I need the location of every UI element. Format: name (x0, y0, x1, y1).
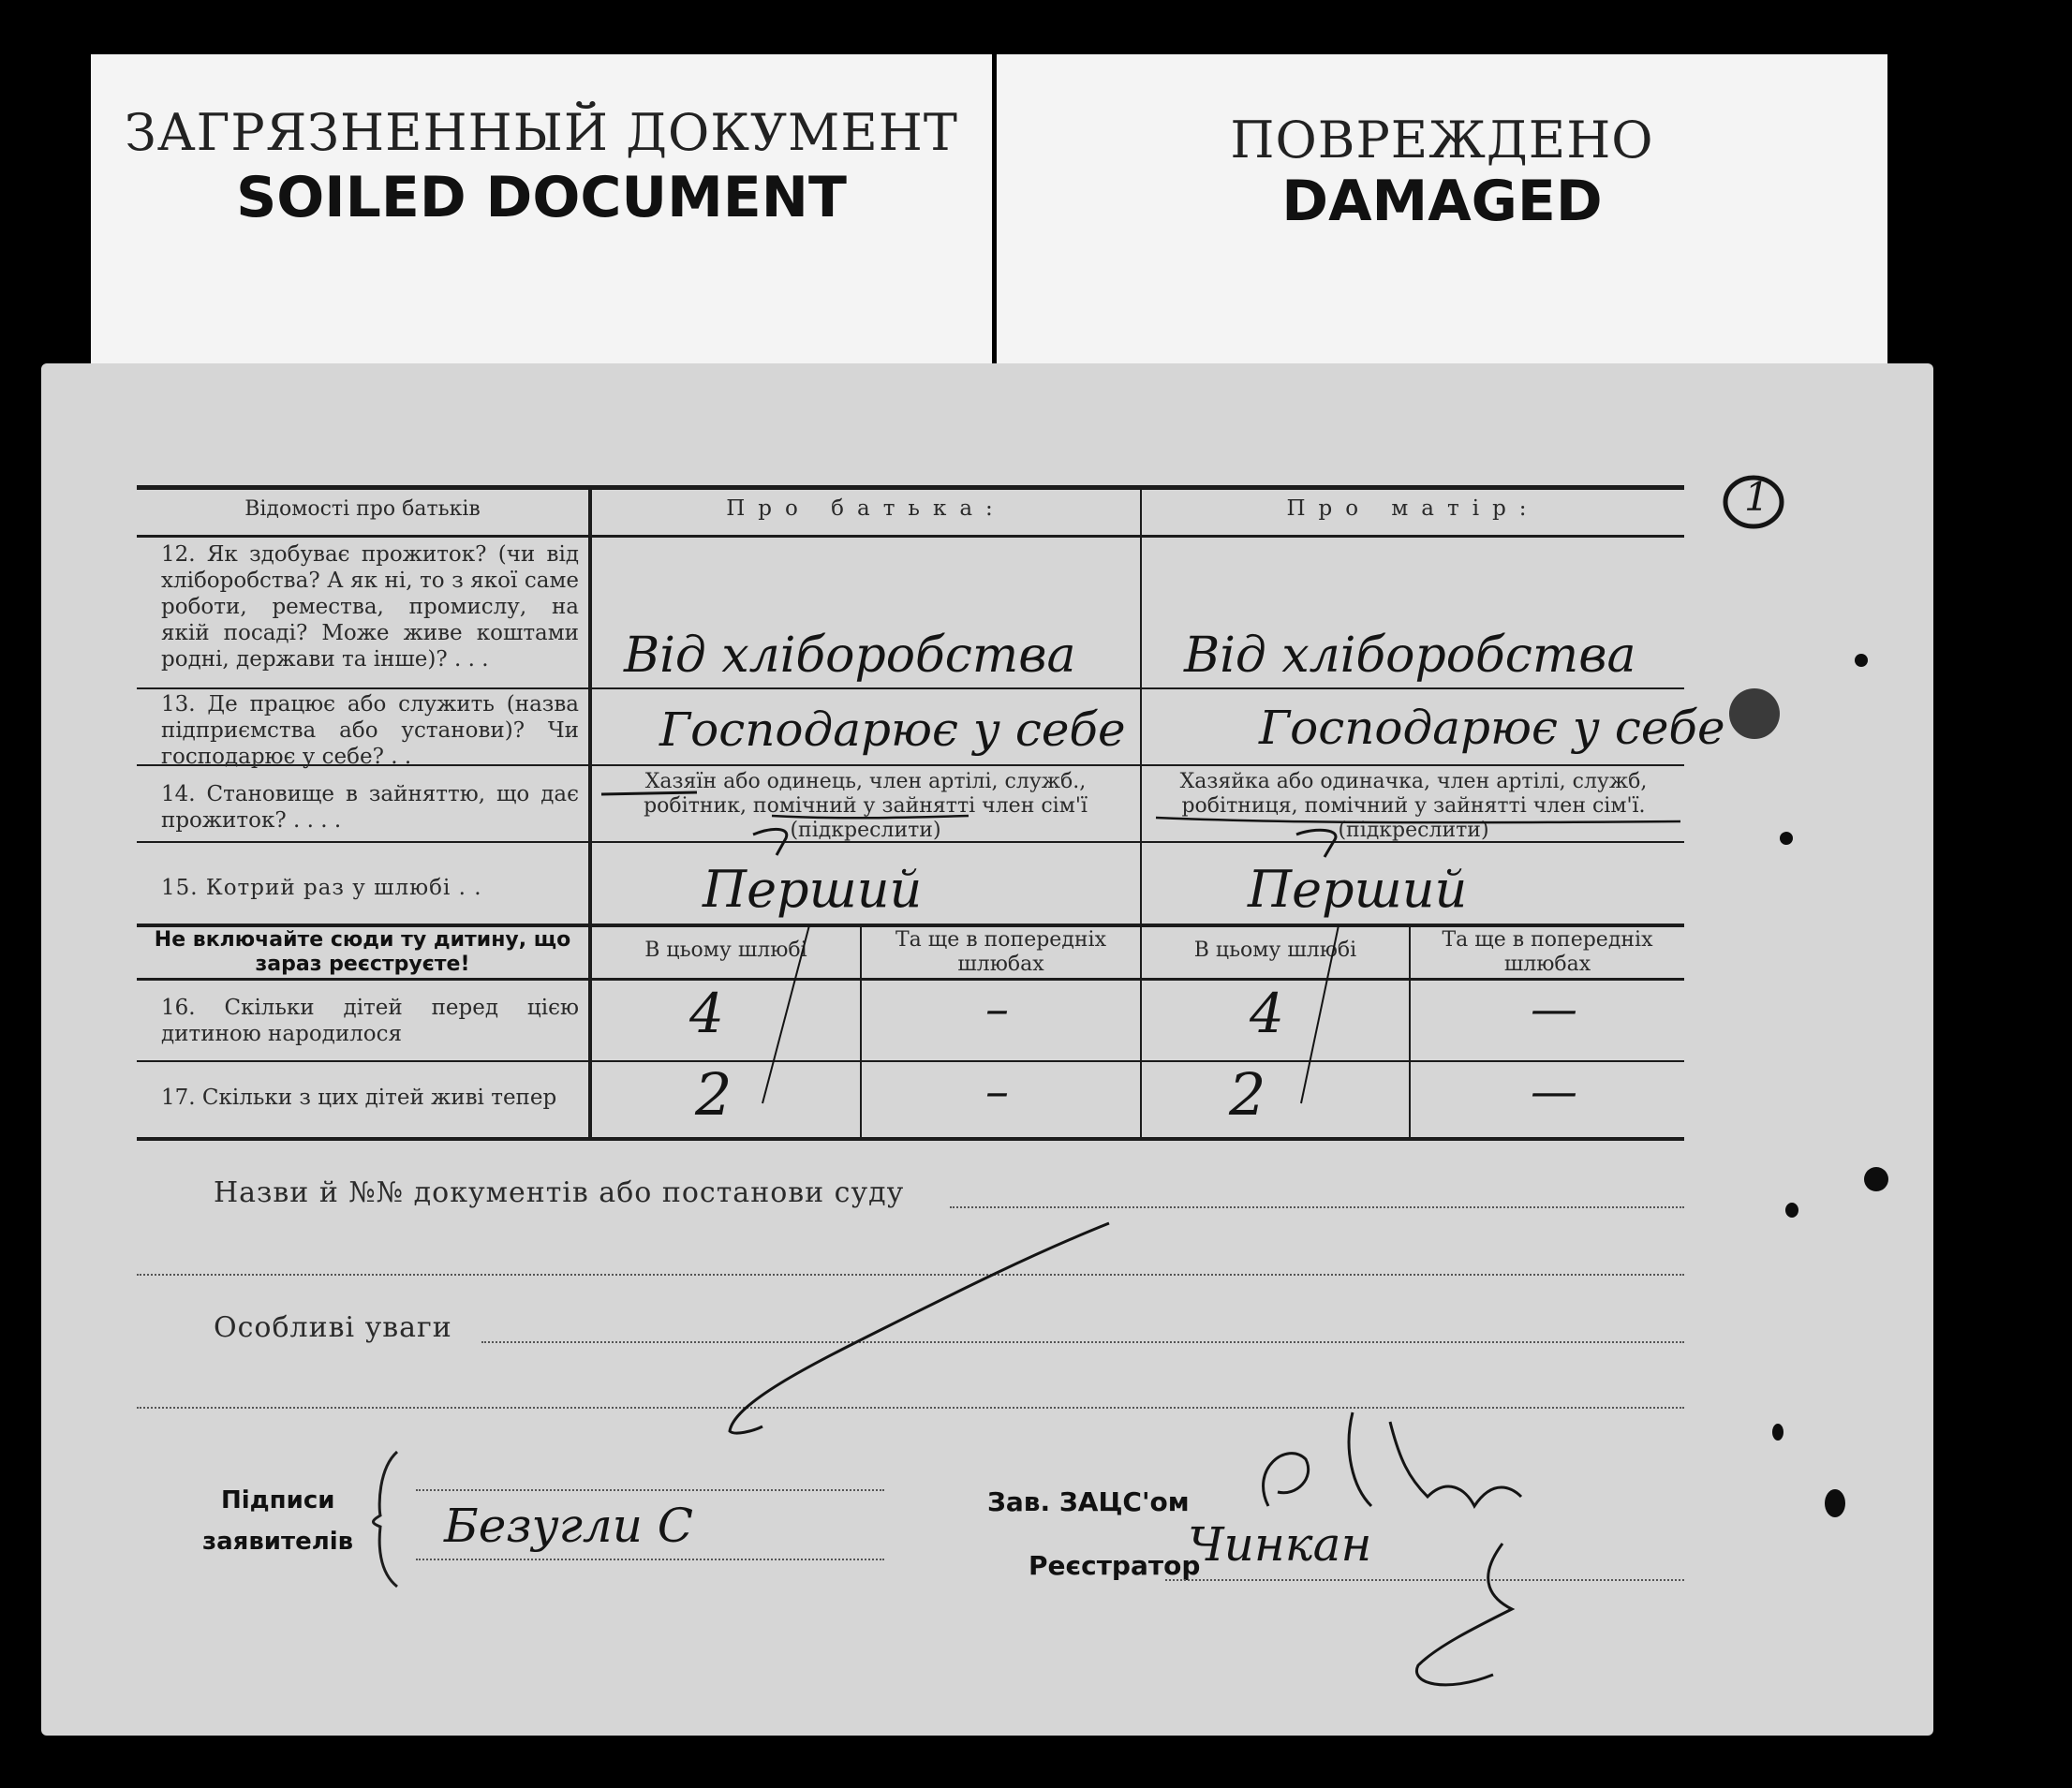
row12-label: 12. Як здобуває прожиток? (чи від хліборобства? А як ні, то з якої саме роботи, ремества, промислу, на якій посаді? Може живе коштами родні, держави та інше)? . . . (161, 542, 579, 672)
row17-mother-this: 2 (1229, 1060, 1266, 1129)
subhead-father-prev: Та ще в попередніх шлюбах (895, 928, 1106, 976)
row14-father-options: Хазяїн або одинець, член артілі, служб., робітник, помічний у зайнятті член сім'ї (644, 770, 1088, 818)
row13-mother-handwriting: Господарює у себе (1259, 701, 1725, 755)
row14-label: 14. Становище в зайняттю, що дає прожиток? . . . . (161, 782, 579, 833)
head-signature-scribble (1212, 1403, 1606, 1712)
soiled-label-en: SOILED DOCUMENT (236, 165, 847, 230)
applicants-brace (369, 1450, 407, 1590)
page-number: 1 (1744, 474, 1769, 520)
soiled-document-sticker (91, 54, 992, 373)
row17-mother-prev: — (1531, 1064, 1577, 1118)
row15-rule (137, 924, 1684, 927)
soiled-label-ru: ЗАГРЯЗНЕННЫЙ ДОКУМЕНТ (125, 103, 958, 162)
documents-label: Назви й №№ документів або постанови суду (214, 1176, 905, 1209)
punch-hole (1729, 688, 1780, 739)
row12-mother-handwriting: Від хліборобства (1184, 628, 1636, 684)
header-father: Про батька: (726, 496, 1006, 521)
row13-father-handwriting: Господарює у себе (659, 702, 1126, 757)
subhead-note: Не включайте сюди ту дитину, що зараз реєструєте! (154, 928, 571, 976)
diagonal-pen-stroke-mother (1287, 925, 1362, 1113)
applicants-label-2: заявителів (202, 1528, 354, 1556)
row17-father-this: 2 (695, 1060, 733, 1129)
row16-mother-this: 4 (1250, 982, 1284, 1045)
row17-label: 17. Скільки з цих дітей живі тепер (161, 1086, 557, 1110)
row16-mother-prev: — (1531, 982, 1577, 1036)
table-bottom-rule (137, 1137, 1684, 1141)
damaged-label-ru: ПОВРЕЖДЕНО (1230, 111, 1654, 170)
header-info: Відомості про батьків (244, 497, 481, 521)
damaged-sticker (997, 54, 1887, 373)
row14-mother-options: Хазяйка або одиначка, член артілі, служб, робітниця, помічний у зайнятті член сім'ї. (1179, 770, 1648, 818)
subhead-rule (137, 978, 1684, 981)
row15-mother-handwriting: Перший (1248, 860, 1468, 919)
cancel-stroke (678, 1216, 1128, 1441)
row15-label: 15. Котрий раз у шлюбі . . (161, 876, 482, 900)
punch-speck (1825, 1489, 1845, 1517)
col-divider-1 (588, 485, 592, 1141)
row16-father-prev: – (985, 982, 1009, 1036)
punch-speck (1864, 1167, 1888, 1191)
punch-speck (1855, 654, 1868, 667)
row16-label: 16. Скільки дітей перед цією дитиною народилося (161, 996, 579, 1046)
row14-mother-hint: (підкреслити) (1338, 819, 1489, 842)
table-top-rule (137, 485, 1684, 490)
applicant-sign-line-2 (416, 1559, 884, 1560)
documents-dotted-line (950, 1206, 1684, 1208)
head-of-registry-label: Зав. ЗАЦС'ом (987, 1486, 1190, 1517)
damaged-label-en: DAMAGED (1281, 169, 1603, 234)
subhead-mother-prev: Та ще в попередніх шлюбах (1442, 928, 1653, 976)
punch-speck (1785, 1203, 1798, 1218)
row13-label: 13. Де працює або служить (назва підприємства або установи)? Чи господарює у себе? . . (161, 692, 579, 769)
subhead-father-this: В цьому шлюбі (644, 938, 807, 962)
row12-rule (137, 687, 1684, 689)
option-underline-marks (594, 790, 1690, 883)
punch-speck (1780, 832, 1793, 845)
row15-father-handwriting: Перший (703, 860, 923, 919)
row16-father-this: 4 (689, 982, 724, 1045)
row17-father-prev: – (985, 1064, 1009, 1118)
row12-father-handwriting: Від хліборобства (624, 628, 1076, 684)
applicant-sign-line-1 (416, 1489, 884, 1491)
applicants-label-1: Підписи (221, 1486, 335, 1515)
notes-label: Особливі уваги (214, 1311, 452, 1344)
punch-speck (1772, 1424, 1783, 1441)
registrar-signature: Чинкан (1188, 1517, 1372, 1572)
header-mother: Про матір: (1286, 496, 1540, 521)
table-header-rule (137, 535, 1684, 538)
applicant-signature: Безугли С (444, 1499, 694, 1553)
row16-rule (137, 1060, 1684, 1062)
diagonal-pen-stroke (753, 925, 828, 1113)
registration-form-sheet (41, 363, 1933, 1736)
row14-father-hint: (підкреслити) (790, 819, 941, 842)
subhead-mother-this: В цьому шлюбі (1193, 938, 1357, 962)
registrar-label: Реєстратор (1029, 1550, 1201, 1581)
